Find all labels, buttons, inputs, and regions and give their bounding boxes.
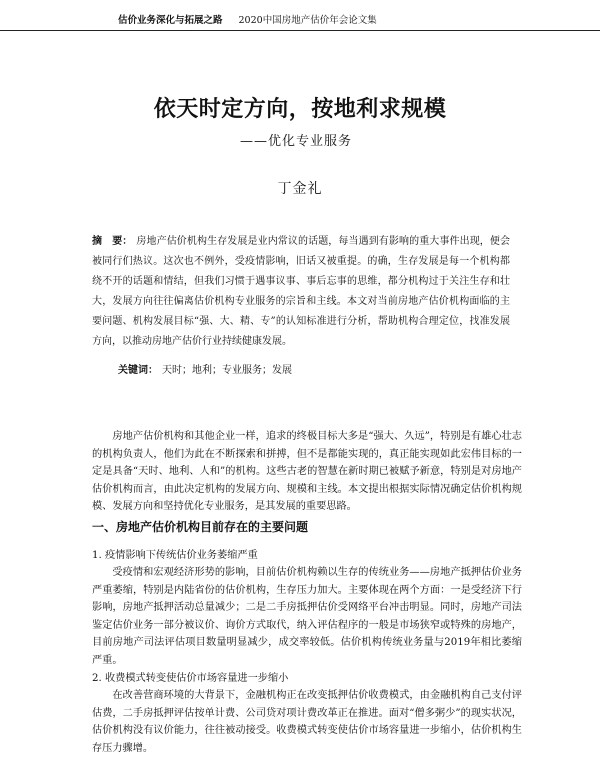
author-name: 丁金礼 — [277, 181, 323, 197]
paper-subtitle: ——优化专业服务 — [240, 134, 353, 149]
subsection-heading-1: 1. 疫情影响下传统估价业务萎缩严重 — [92, 550, 258, 561]
keywords-label: 关键词： — [118, 365, 158, 376]
abstract-text: 房地产估价机构生存发展是业内常议的话题，每当遇到有影响的重大事件出现，便会被同行们热议。这次也不例外，受疫情影响，旧话又被重提。的确，生存发展是每一个机构都绕不开的话题和情结，但我们习惯于遇事议事、事后忘事的思维，都分机构过于关注生存和壮大，发展方向往往偏离估价机构专业服务的宗旨和主线。本文对当前房地产估价机构面临的主要问题、机构发展目标“强、大、精、专”的认知标准进行分析，帮助机构合理定位，找准发展方向，以推动房地产估价行业持续健康发展。 — [92, 236, 511, 347]
intro-paragraph: 房地产估价机构和其他企业一样，追求的终极目标大多是“强大、久远”，特别是有雄心壮志的机构负责人，他们为此在不断探索和拼搏，但不是都能实现的，真正能实现如此宏伟目标的一定是具备“天时、地利、人和”的机构。这些古老的智慧在新时期已被赋予新意，特别是对房地产估价机构而言，由此决定机构的发展方向、规模和主线。本文提出根据实际情况确定估价机构规模、发展方向和坚持优化专业服务，是其发展的重要思路。 — [92, 431, 522, 512]
running-header — [118, 12, 518, 26]
section-heading: 一、房地产估价机构目前存在的主要问题 — [92, 520, 309, 534]
abstract — [92, 232, 510, 352]
subsection-paragraph-2: 在改善营商环境的大背景下，金融机构正在改变抵押估价收费模式，由金融机构自己支付评估费，二手房抵押评估按单计费、公司贷对项计费改革正在推进。面对“僧多粥少”的现实状况，估价机构没有议价能力，往往被动接受。收费模式转变使估价市场容量进一步缩小，估价机构生存压力骤增。 — [92, 690, 522, 754]
keywords — [118, 362, 518, 380]
paper-title: 依天时定方向，按地利求规模 — [153, 96, 447, 122]
subsection-paragraph-1: 受疫情和宏观经济形势的影响，目前估价机构赖以生存的传统业务——房地产抵押估价业务严重萎缩，特别是内陆省份的估价机构，生存压力加大。主要体现在两个方面：一是受经济下行影响，房地产抵押活动总量减少；二是二手房抵押估价受网络平台冲击明显。同时，房地产司法鉴定估价业务一部分被议价、询价方式取代，纳入评估程序的一般是市场狭窄或特殊的房地产，目前房地产司法评估项目数量明显减少，成交率较低。估价机构传统业务量与2019年相比萎缩严重。 — [92, 567, 522, 666]
header-rule — [0, 30, 600, 31]
series-title: 2020中国房地产估价年会论文集 — [238, 15, 377, 26]
book-title: 估价业务深化与拓展之路 — [118, 15, 223, 26]
subsection-heading-2: 2. 收费模式转变使估价市场容量进一步缩小 — [92, 673, 289, 684]
keywords-text: 天时；地利；专业服务；发展 — [162, 365, 292, 376]
abstract-label: 摘 要： — [92, 236, 133, 247]
